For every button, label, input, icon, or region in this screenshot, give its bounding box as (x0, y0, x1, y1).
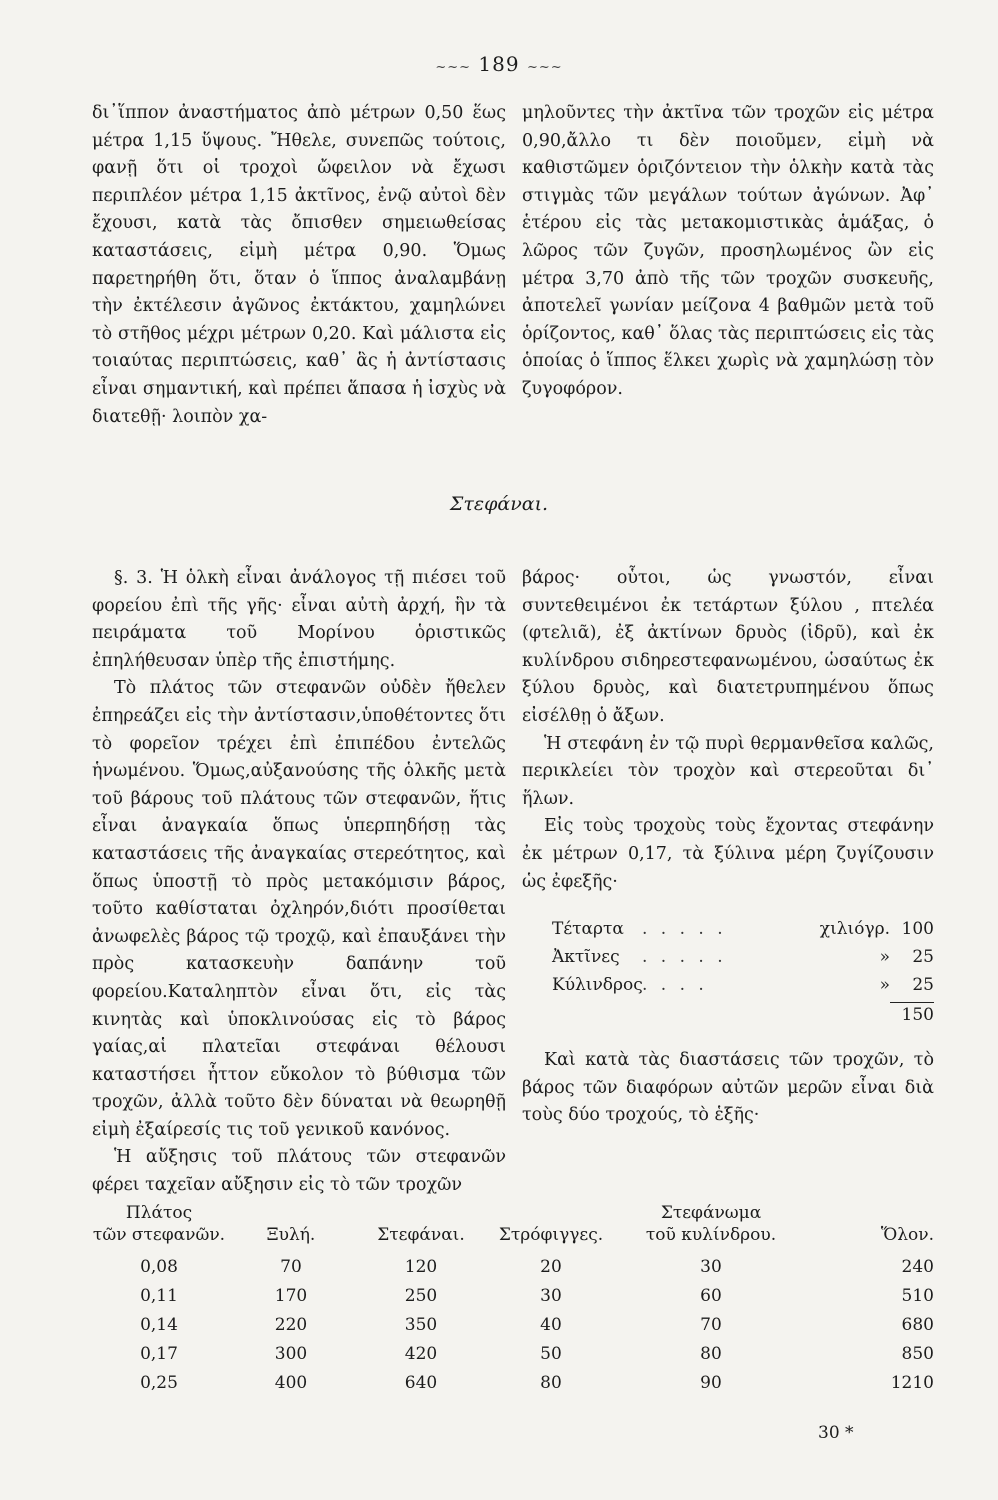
cell-hub-band: 70 (700, 1314, 722, 1335)
column-right-bottom (522, 565, 934, 896)
cell-width: 0,14 (140, 1314, 178, 1335)
cell-hubs: 30 (540, 1285, 562, 1306)
weight-part-name: Κύλινδρος (552, 975, 643, 995)
weights-row (552, 971, 934, 999)
header-hub-band-line1: Στεφάνωμα (660, 1203, 762, 1223)
leader-dots: . . . . . (642, 919, 727, 939)
ornament-left: ~~~ (435, 60, 472, 75)
table-row (92, 1368, 934, 1397)
header-hub-band (616, 1202, 806, 1252)
paragraph: δι᾽ἵππον ἀναστήματος ἀπὸ μέτρων 0,50 ἕως μέτρα 1,15 ὕψους. Ἤθελε, συνεπῶς τούτοις, φανῇ ὅτι οἱ τροχοὶ ὤφειλον νὰ ἔχωσι περιπλέον μέτρα 1,15 ἀκτῖνος, ἐνῷ αὐτοὶ δὲν ἔχουσι, κατὰ τὰς ὄπισθεν σημειωθείσας καταστάσεις, εἰμὴ μέτρα 0,90. Ὅμως παρετηρήθη ὅτι, ὅταν ὁ ἵππος ἀναλαμβάνῃ τὴν ἐκτέλεσιν ἀγῶνος ἐκτάκτου, χαμηλώνει τὸ στῆθος μέχρι μέτρων 0,20. Καὶ μάλιστα εἰς τοιαύτας περιπτώσεις, καθ᾽ ἃς ἡ ἀντίστασις εἶναι σημαντική, καὶ πρέπει ἅπασα ἡ ἰσχὺς νὰ διατεθῇ· λοιπὸν χα- (92, 103, 506, 427)
cell-hubs: 80 (540, 1372, 562, 1393)
weight-part-name: Τέταρτα (552, 919, 624, 939)
cell-wood: 70 (280, 1256, 302, 1277)
cell-tires: 640 (404, 1372, 438, 1393)
cell-total: 850 (901, 1343, 934, 1364)
cell-tires: 120 (404, 1256, 438, 1277)
paragraph: §. 3. Ἡ ὁλκὴ εἶναι ἀνάλογος τῇ πιέσει τοῦ φορείου ἐπὶ τῆς γῆς· εἶναι αὐτὴ ἀρχή, ἣν τὰ πειράματα τοῦ Μορίνου ὁριστικῶς ἐπηλήθευσαν ὑπὲρ τῆς ἐπιστήμης. (92, 568, 506, 671)
weights-row (552, 943, 934, 971)
header-width (92, 1202, 226, 1252)
header-wood: Ξυλή. (266, 1225, 316, 1245)
weights-total-row (552, 999, 934, 1027)
paragraph: βάρος· οὗτοι, ὡς γνωστόν, εἶναι συντεθειμένοι ἐκ τετάρτων ξύλου , πτελέα (φτελιᾶ), ἐξ ἀκτίνων δρυὸς (ἰδρῦ), καὶ ἐκ κυλίνδρου σιδηρεστεφανωμένου, ὡσαύτως ἐκ ξύλου δρυὸς, καὶ διατετρυπημένου ὅπως εἰσέλθῃ ὁ ἄξων. (522, 568, 934, 726)
cell-hub-band: 30 (700, 1256, 722, 1277)
paragraph: Εἰς τοὺς τροχοὺς τοὺς ἔχοντας στεφάνην ἐκ μέτρων 0,17, τὰ ξύλινα μέρη ζυγίζουσιν ὡς ἐφεξῆς· (522, 816, 934, 892)
cell-hubs: 50 (540, 1343, 562, 1364)
cell-total: 1210 (890, 1372, 934, 1393)
cell-hub-band: 90 (700, 1372, 722, 1393)
header-width-line1: Πλάτος (125, 1203, 193, 1223)
header-tires: Στεφάναι. (377, 1225, 465, 1245)
cell-width: 0,08 (140, 1256, 178, 1277)
section-title: Στεφάναι. (449, 493, 549, 515)
column-left-bottom (92, 565, 506, 1200)
signature-mark: 30 * (818, 1423, 854, 1443)
paragraph-after-weights (522, 1047, 934, 1130)
cell-wood: 400 (274, 1372, 308, 1393)
weight-unit: χιλιόγρ. (819, 919, 890, 939)
column-right-top (522, 100, 934, 404)
leader-dots: . . . . . (642, 947, 727, 967)
weights-list (552, 915, 934, 1027)
cell-hub-band: 60 (700, 1285, 722, 1306)
cell-total: 680 (901, 1314, 934, 1335)
header-hubs: Στρόφιγγες. (498, 1225, 604, 1245)
weight-unit: » (879, 975, 890, 995)
cell-tires: 420 (404, 1343, 438, 1364)
cell-wood: 170 (274, 1285, 308, 1306)
cell-tires: 350 (404, 1314, 438, 1335)
header-total: Ὅλον. (880, 1225, 934, 1245)
cell-total: 510 (901, 1285, 934, 1306)
cell-width: 0,11 (140, 1285, 178, 1306)
table-row (92, 1310, 934, 1339)
weight-unit: » (879, 947, 890, 967)
paragraph: Τὸ πλάτος τῶν στεφανῶν οὐδὲν ἤθελεν ἐπηρεάζει εἰς τὴν ἀντίστασιν,ὑποθέτοντες ὅτι τὸ φορεῖον τρέχει ἐπὶ ἐπιπέδου ἐντελῶς ἡνωμένου. Ὅμως,αὐξανούσης τῆς ὁλκῆς μετὰ τοῦ βάρους τοῦ πλάτους τῶν στεφανῶν, ἥτις εἶναι ἀναγκαία ὅπως ὑπερπηδήσῃ τὰς καταστάσεις τῆς ἀναγκαίας στερεότητος, καὶ ὅπως ὑποστῇ τὸ πρὸς μετακόμισιν βάρος, τοῦτο καθίσταται ὀχληρόν,διότι προσίθεται ἀνωφελὲς βάρος τῷ τροχῷ, καὶ ἐπαυξάνει τὴν πρὸς κατασκευὴν δαπάνην τοῦ φορείου.Καταληπτὸν εἶναι ὅτι, εἰς τὰς κινητὰς καὶ ὑποκλινούσας εἰς τὸ βάρος γαίας,αἱ πλατεῖαι στεφάναι θέλουσι καταστήσει ἧττον εὔκολον τὸ βύθισμα τῶν τροχῶν, ἀλλὰ τοῦτο δὲν δύναται νὰ θεωρηθῇ εἰμὴ ἐξαίρεσίς τις τοῦ γενικοῦ κανόνος. (92, 678, 506, 1140)
table-row (92, 1252, 934, 1281)
paragraph: Ἡ αὔξησις τοῦ πλάτους τῶν στεφανῶν φέρει ταχεῖαν αὔξησιν εἰς τὸ τῶν τροχῶν (92, 1147, 506, 1196)
header-hub-band-line2: τοῦ κυλίνδρου. (645, 1225, 777, 1245)
header-width-line2: τῶν στεφανῶν. (92, 1225, 226, 1245)
table-row (92, 1281, 934, 1310)
table-row (92, 1339, 934, 1368)
table-header-row (92, 1202, 934, 1252)
leader-dots: . . . . (642, 975, 708, 995)
column-left-top (92, 100, 506, 431)
paragraph: Καὶ κατὰ τὰς διαστάσεις τῶν τροχῶν, τὸ βάρος τῶν διαφόρων αὐτῶν μερῶν εἶναι διὰ τοὺς δύο τροχούς, τὸ ἑξῆς· (522, 1050, 934, 1126)
cell-wood: 300 (274, 1343, 308, 1364)
cell-hubs: 20 (540, 1256, 562, 1277)
weight-value: 25 (912, 975, 934, 995)
page-header (0, 52, 998, 76)
weight-part-name: Ἀκτῖνες (552, 947, 620, 967)
cell-hub-band: 80 (700, 1343, 722, 1364)
cell-wood: 220 (274, 1314, 308, 1335)
cell-width: 0,25 (140, 1372, 178, 1393)
paragraph: μηλοῦντες τὴν ἀκτῖνα τῶν τροχῶν εἰς μέτρα 0,90,ἄλλο τι δὲν ποιοῦμεν, εἰμὴ νὰ καθιστῶμεν ὁριζόντειον τὴν ὁλκὴν κατὰ τὰς στιγμὰς τῶν μεγάλων τούτων ἀγώνων. Ἀφ᾽ ἑτέρου εἰς τὰς μετακομιστικὰς ἁμάξας, ὁ λῶρος τῶν ζυγῶν, προσηλωμένος ὢν εἰς μέτρα 3,70 ἀπὸ τῆς τῶν τροχῶν συσκευῆς, ἀποτελεῖ γωνίαν μείζονα 4 βαθμῶν μετὰ τοῦ ὁρίζοντος, καθ᾽ ὅλας τὰς περιπτώσεις εἰς τὰς ὁποίας ὁ ἵππος ἕλκει χωρὶς νὰ χαμηλώσῃ τὸν ζυγοφόρον. (522, 103, 934, 399)
cell-width: 0,17 (140, 1343, 178, 1364)
weights-row (552, 915, 934, 943)
weight-value: 100 (901, 919, 934, 939)
cell-total: 240 (901, 1256, 934, 1277)
wheel-weights-table (92, 1202, 934, 1397)
cell-hubs: 40 (540, 1314, 562, 1335)
page-number: 189 (478, 52, 520, 76)
cell-tires: 250 (404, 1285, 438, 1306)
ornament-right: ~~~ (526, 60, 563, 75)
paragraph: Ἡ στεφάνη ἐν τῷ πυρὶ θερμανθεῖσα καλῶς, περικλείει τὸν τροχὸν καὶ στερεοῦται δι᾽ ἥλων. (522, 733, 934, 809)
weight-value: 25 (912, 947, 934, 967)
weights-total: 150 (890, 1002, 934, 1025)
